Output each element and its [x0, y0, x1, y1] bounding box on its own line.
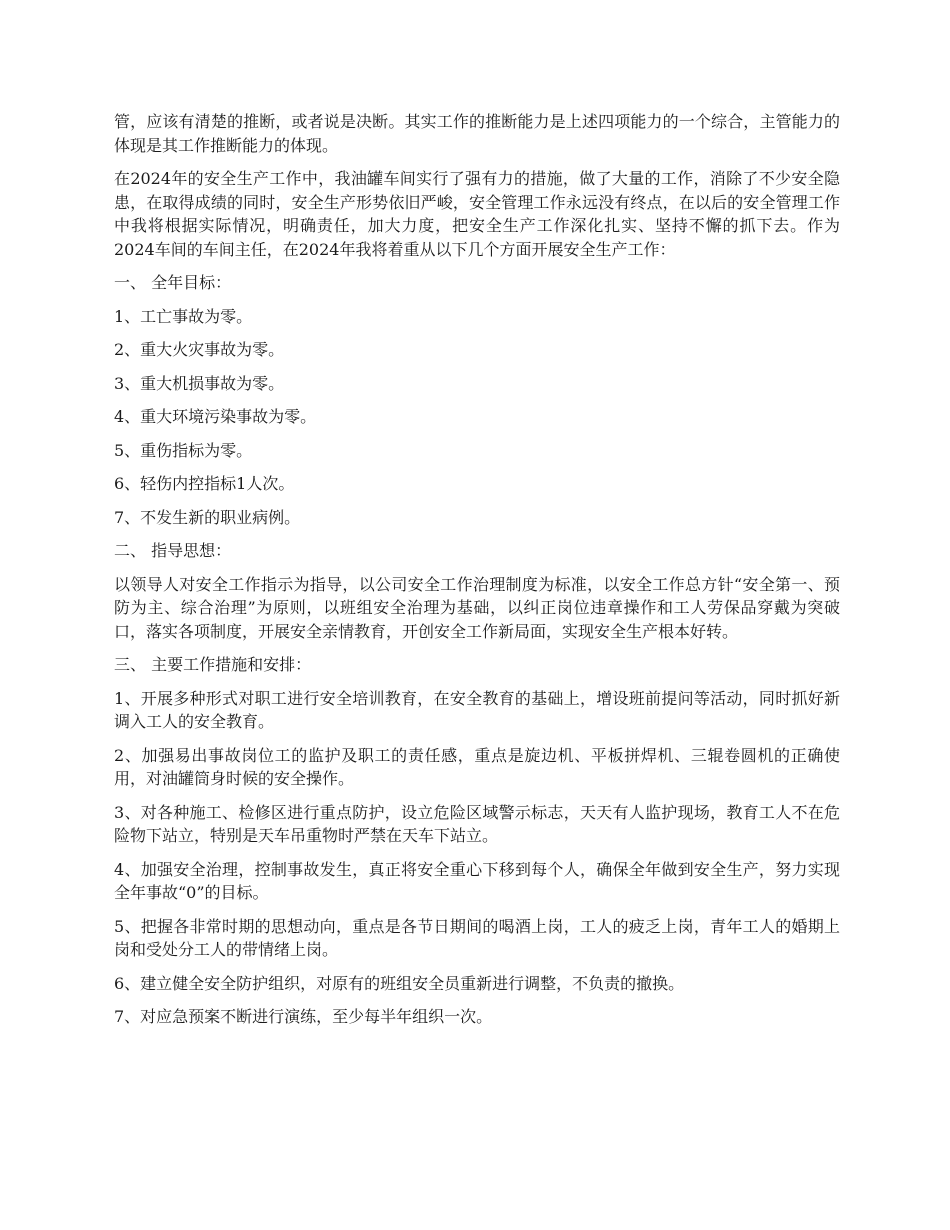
measure-item: 7、对应急预案不断进行演练，至少每半年组织一次。 — [114, 1007, 493, 1026]
section-heading-guiding-ideas: 二、 指导思想： — [114, 541, 232, 560]
goal-item: 6、轻伤内控指标1人次。 — [114, 474, 295, 493]
measure-item: 3、对各种施工、检修区进行重点防护，设立危险区域警示标志，天天有人监护现场，教育工人不在危险物下站立，特别是天车吊重物时严禁在天车下站立。 — [114, 802, 840, 845]
goal-item: 3、重大机损事故为零。 — [114, 373, 285, 393]
section-heading-goals: 一、 全年目标： — [114, 273, 232, 292]
measure-item: 1、开展多种形式对职工进行安全培训教育，在安全教育的基础上，增设班前提问等活动，同时抓好新调入工人的安全教育。 — [114, 688, 840, 731]
paragraph-overview: 在2024年的安全生产工作中，我油罐车间实行了强有力的措施，做了大量的工作，消除了不少安全隐患，在取得成绩的同时，安全生产形势依旧严峻，安全管理工作永远没有终点，在以后的安全管理工作中我将根据实际情况，明确责任，加大力度，把安全生产工作深化扎实、坚持不懈的抓下去。作为2024车间的车间主任，在2024年我将着重从以下几个方面开展安全生产工作： — [114, 169, 840, 259]
measure-item: 4、加强安全治理，控制事故发生，真正将安全重心下移到每个人，确保全年做到安全生产，努力实现全年事故“0”的目标。 — [114, 859, 840, 902]
measure-item: 6、建立健全安全防护组织，对原有的班组安全员重新进行调整，不负责的撤换。 — [114, 973, 685, 993]
measure-item: 5、把握各非常时期的思想动向，重点是各节日期间的喝酒上岗，工人的疲乏上岗，青年工人的婚期上岗和受处分工人的带情绪上岗。 — [114, 916, 840, 959]
document-body — [114, 110, 840, 1039]
paragraph-guiding-ideas: 以领导人对安全工作指示为指导，以公司安全工作治理制度为标准，以安全工作总方针“安全第一、预防为主、综合治理”为原则，以班组安全治理为基础，以纠正岗位违章操作和工人劳保品穿戴为突破口，落实各项制度，开展安全亲情教育，开创安全工作新局面，实现安全生产根本好转。 — [114, 574, 840, 641]
goal-item: 5、重伤指标为零。 — [114, 440, 253, 460]
goal-item: 4、重大环境污染事故为零。 — [114, 407, 317, 426]
section-heading-measures: 三、 主要工作措施和安排： — [114, 655, 312, 674]
measure-item: 2、加强易出事故岗位工的监护及职工的责任感，重点是旋边机、平板拼焊机、三辊卷圆机的正确使用，对油罐筒身时候的安全操作。 — [114, 745, 840, 788]
goal-item: 7、不发生新的职业病例。 — [114, 507, 301, 527]
goal-item: 1、工亡事故为零。 — [114, 306, 253, 326]
goal-item: 2、重大火灾事故为零。 — [114, 340, 285, 359]
paragraph-intro-continuation: 管，应该有清楚的推断，或者说是决断。其实工作的推断能力是上述四项能力的一个综合，主管能力的体现是其工作推断能力的体现。 — [114, 112, 840, 155]
